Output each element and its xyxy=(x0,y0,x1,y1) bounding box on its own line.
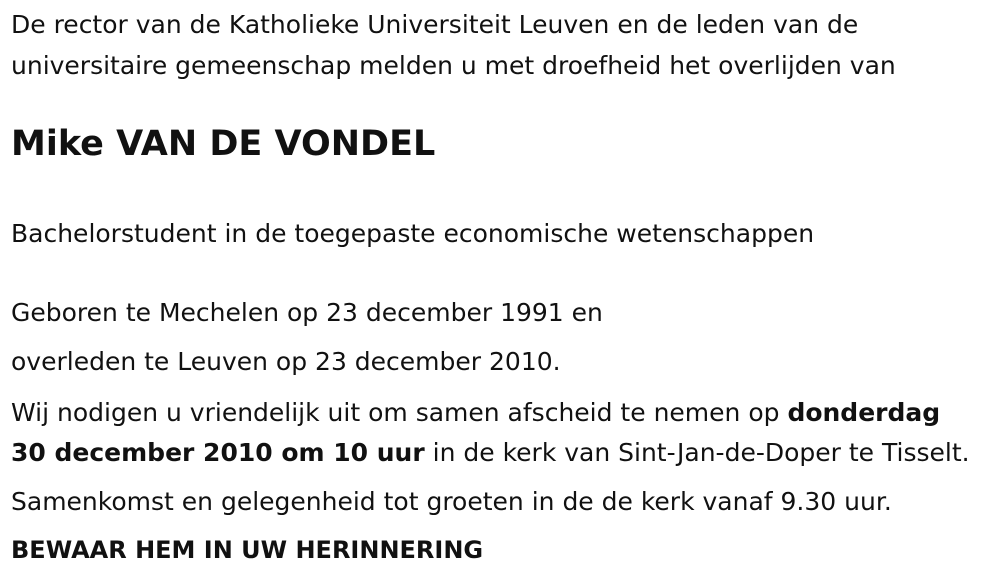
invitation-line-1 xyxy=(11,400,940,425)
gathering-info: Samenkomst en gelegenheid tot groeten in de de kerk vanaf 9.30 uur. xyxy=(11,487,892,516)
funeral-date-time: 30 december 2010 om 10 uur xyxy=(11,438,425,467)
invitation-line-2 xyxy=(11,440,970,465)
death-line: overleden te Leuven op 23 december 2010. xyxy=(11,347,561,376)
intro-line-1: De rector van de Katholieke Universiteit Leuven en de leden van de xyxy=(11,10,859,39)
study-program: Bachelorstudent in de toegepaste economische wetenschappen xyxy=(11,219,815,248)
deceased-name: Mike VAN DE VONDEL xyxy=(11,124,436,164)
invitation-text: Wij nodigen u vriendelijk uit om samen afscheid te nemen op xyxy=(11,398,788,427)
funeral-day: donderdag xyxy=(787,398,941,427)
remembrance-closing: BEWAAR HEM IN UW HERINNERING xyxy=(11,536,484,564)
funeral-location: in de kerk van Sint-Jan-de-Doper te Tisselt. xyxy=(424,438,970,467)
intro-line-2: universitaire gemeenschap melden u met droefheid het overlijden van xyxy=(11,51,896,80)
birth-line: Geboren te Mechelen op 23 december 1991 en xyxy=(11,298,603,327)
